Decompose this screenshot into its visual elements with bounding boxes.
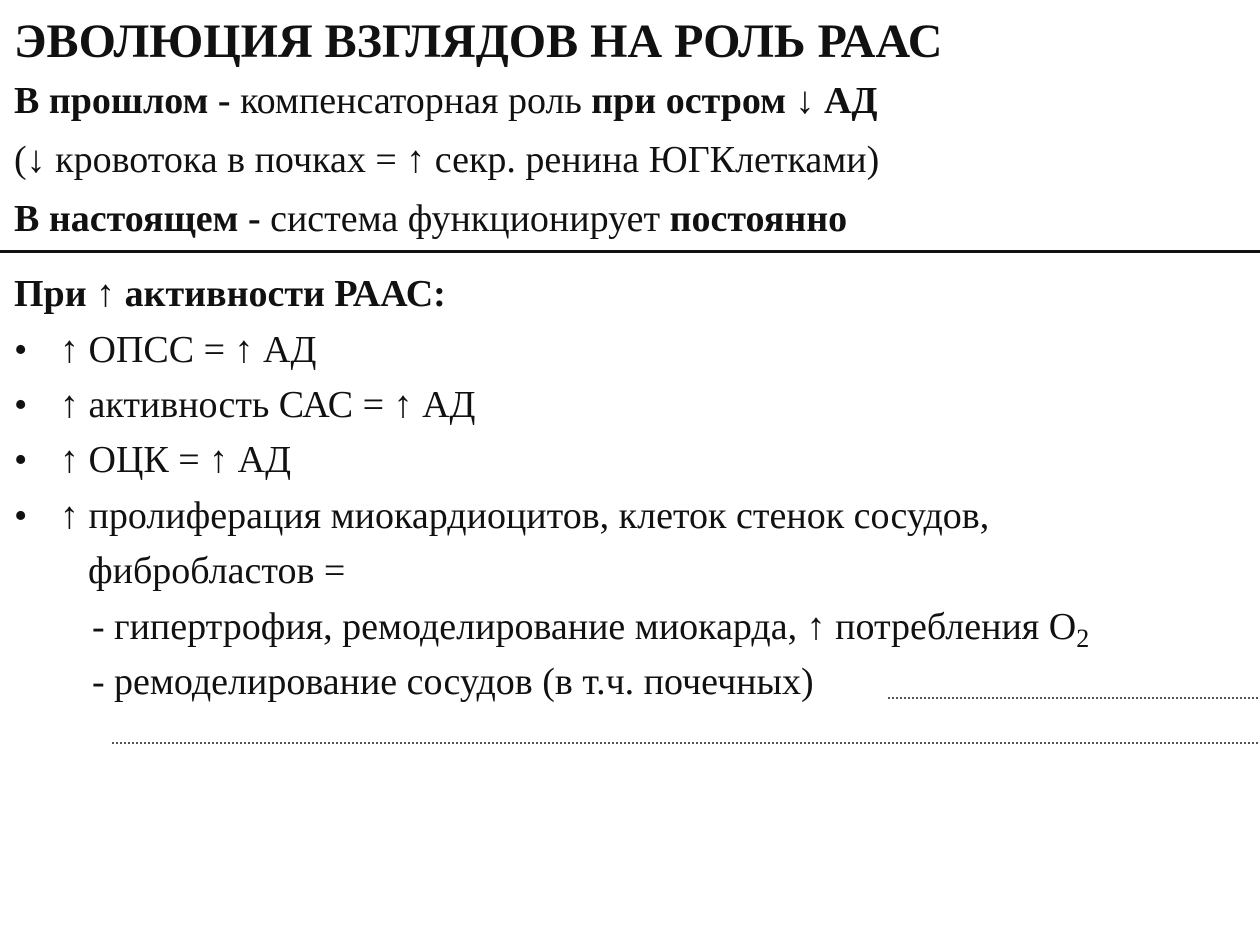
past-emph: при остром ↓ АД xyxy=(591,80,878,122)
slide-title: ЭВОЛЮЦИЯ ВЗГЛЯДОВ НА РОЛЬ РААС xyxy=(14,15,943,68)
bullet-marker: • xyxy=(14,439,28,481)
bullet-text: ↑ пролиферация миокардиоцитов, клеток стенок сосудов, xyxy=(60,495,990,537)
sub-list-item xyxy=(92,663,814,701)
dotted-fill-line xyxy=(112,742,1258,744)
section-divider xyxy=(0,250,1260,253)
bullet-text: ↑ ОЦК = ↑ АД xyxy=(60,439,292,481)
past-line xyxy=(14,82,878,120)
bullet-marker: • xyxy=(14,329,28,371)
present-text: система функционирует xyxy=(260,198,670,240)
raas-heading: При ↑ активности РААС: xyxy=(14,273,446,315)
present-label: В настоящем - xyxy=(14,198,261,240)
dash-marker: - xyxy=(92,606,105,648)
past-label: В прошлом - xyxy=(14,80,231,122)
past-text: компенсаторная роль xyxy=(230,80,592,122)
bullet-text: ↑ ОПСС = ↑ АД xyxy=(60,329,317,371)
bullet-continuation: фибробластов = xyxy=(88,550,346,592)
dash-marker: - xyxy=(92,661,105,703)
past-detail: (↓ кровотока в почках = ↑ секр. ренина ЮГКлетками) xyxy=(14,139,880,181)
dotted-fill-line xyxy=(888,697,1258,699)
bullet-marker: • xyxy=(14,384,28,426)
sub-item-text: ремоделирование сосудов (в т.ч. почечных) xyxy=(114,661,814,703)
present-emph: постоянно xyxy=(669,198,848,240)
sub-list-item xyxy=(92,606,1090,653)
bullet-text: ↑ активность САС = ↑ АД xyxy=(60,384,476,426)
bullet-marker: • xyxy=(14,495,28,537)
subscript: 2 xyxy=(1076,624,1090,653)
present-line xyxy=(14,200,847,238)
sub-item-text: гипертрофия, ремоделирование миокарда, ↑ потребления О xyxy=(114,606,1077,648)
